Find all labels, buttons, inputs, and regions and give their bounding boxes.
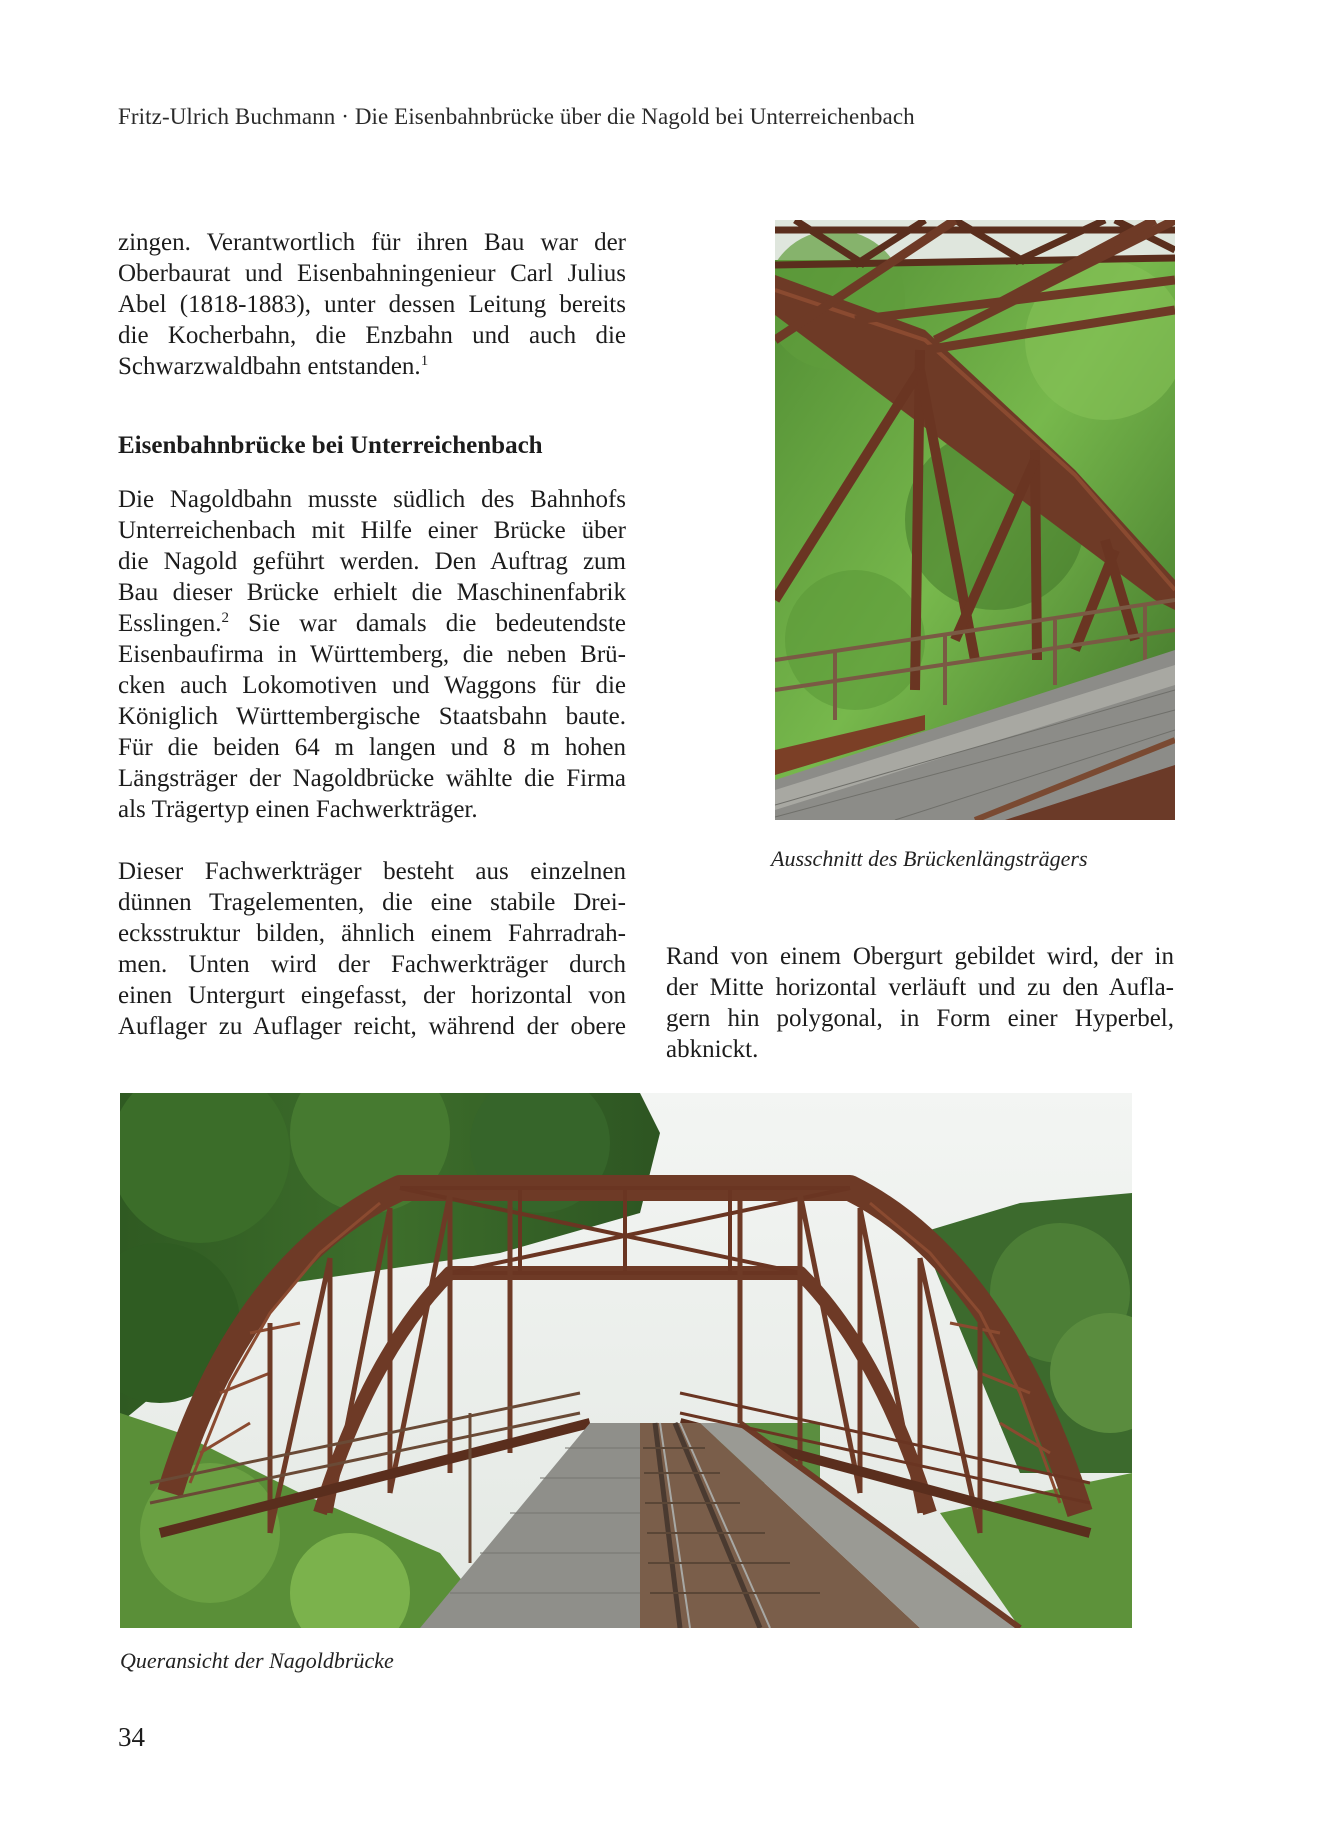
text-line: der Mitte horizontal verläuft und zu den Aufla- xyxy=(666,974,1174,1001)
text-line: ecksstruktur bilden, ähnlich einem Fahrradrah- xyxy=(118,920,626,947)
text-line: Auflager zu Auflager reicht, während der obere xyxy=(118,1013,626,1040)
text-line: zingen. Verantwortlich für ihren Bau war der xyxy=(118,229,626,256)
photo-truss-detail xyxy=(775,220,1175,820)
photo-bridge-front xyxy=(120,1093,1132,1628)
left-column xyxy=(118,227,626,1042)
text-line: die Kocherbahn, die Enzbahn und auch die xyxy=(118,322,626,349)
text-line: Bau dieser Brücke erhielt die Maschinenfabrik xyxy=(118,579,626,606)
text-line: cken auch Lokomotiven und Waggons für die xyxy=(118,672,626,699)
text-line: einen Untergurt eingefasst, der horizontal von xyxy=(118,982,626,1009)
text-fragment: Sie war damals die bedeutendste xyxy=(228,610,626,637)
running-head: Fritz-Ulrich Buchmann · Die Eisenbahnbrücke über die Nagold bei Unterreichenbach xyxy=(118,104,915,129)
text-line: Längsträger der Nagoldbrücke wählte die Firma xyxy=(118,765,626,792)
footnote-ref-2[interactable]: 2 xyxy=(221,610,229,626)
truss-detail-illustration xyxy=(775,220,1175,820)
page-number: 34 xyxy=(118,1722,145,1752)
bridge-front-illustration xyxy=(120,1093,1132,1628)
section-heading: Eisenbahnbrücke bei Unterreichenbach xyxy=(118,432,543,459)
text-line xyxy=(118,608,626,639)
caption-bottom-photo: Queransicht der Nagoldbrücke xyxy=(120,1648,394,1673)
paragraph-4 xyxy=(666,941,1174,1065)
right-column xyxy=(666,941,1174,1065)
footnote-ref-1[interactable]: 1 xyxy=(420,353,429,369)
text-line: die Nagold geführt werden. Den Auftrag zum xyxy=(118,548,626,575)
text-line: als Trägertyp einen Fachwerkträger. xyxy=(118,796,478,823)
text-line: Die Nagoldbahn musste südlich des Bahnhofs xyxy=(118,486,626,513)
text-line: Oberbaurat und Eisenbahningenieur Carl Julius xyxy=(118,260,626,287)
paragraph-3 xyxy=(118,856,626,1042)
text-line: Unterreichenbach mit Hilfe einer Brücke über xyxy=(118,517,626,544)
text-line: Abel (1818-1883), unter dessen Leitung bereits xyxy=(118,291,626,318)
text-line: Eisenbaufirma in Württemberg, die neben Brü- xyxy=(118,641,626,668)
text-line: Dieser Fachwerkträger besteht aus einzelnen xyxy=(118,858,626,885)
paragraph-2 xyxy=(118,484,626,825)
paragraph-1 xyxy=(118,227,626,382)
text-line: gern hin polygonal, in Form einer Hyperbel, xyxy=(666,1005,1174,1032)
text-line: Königlich Württembergische Staatsbahn baute. xyxy=(118,703,626,730)
text-fragment: Schwarzwaldbahn entstanden. xyxy=(118,353,421,380)
text-line: men. Unten wird der Fachwerkträger durch xyxy=(118,951,626,978)
text-line: Rand von einem Obergurt gebildet wird, der in xyxy=(666,943,1174,970)
text-line: dünnen Tragelementen, die eine stabile Drei- xyxy=(118,889,626,916)
caption-top-photo: Ausschnitt des Brückenlängsträgers xyxy=(771,846,1088,871)
text-line: abknickt. xyxy=(666,1036,759,1063)
text-line: Für die beiden 64 m langen und 8 m hohen xyxy=(118,734,626,761)
text-fragment: Esslingen. xyxy=(118,610,222,637)
text-line xyxy=(118,351,626,382)
